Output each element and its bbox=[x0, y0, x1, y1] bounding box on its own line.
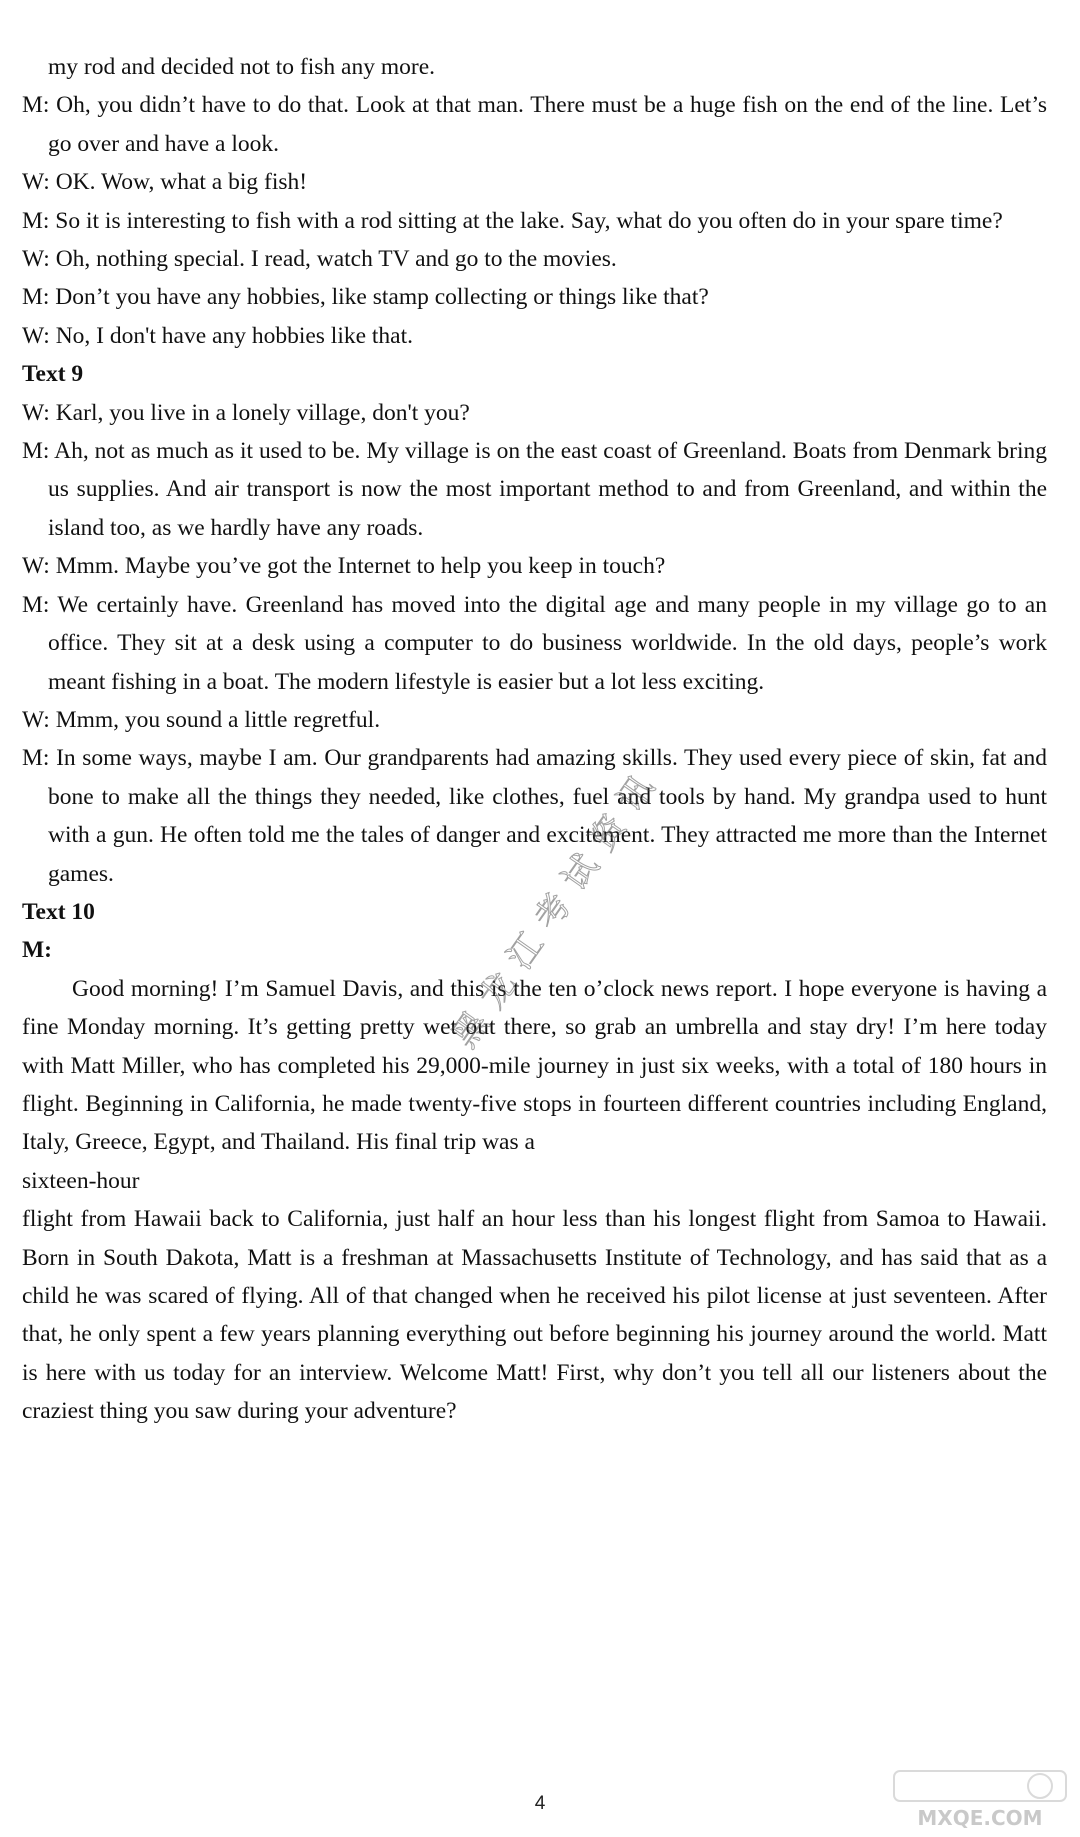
dialogue-line: M: Ah, not as much as it used to be. My village is on the east coast of Greenland. Boats from Denmark bring us supplies. And air transport is now the most important method to and from Greenland, and within the island too, as we hardly have any roads. bbox=[22, 438, 1047, 541]
dialogue-line: M: So it is interesting to fish with a rod sitting at the lake. Say, what do you often do in your spare time? bbox=[22, 207, 1003, 234]
dialogue-line: W: Oh, nothing special. I read, watch TV and go to the movies. bbox=[22, 246, 617, 273]
dialogue-line: M: Don’t you have any hobbies, like stamp collecting or things like that? bbox=[22, 284, 709, 311]
paragraph: flight from Hawaii back to California, just half an hour less than his longest flight from Samoa to Hawaii. Born in South Dakota, Matt is a freshman at Massachusetts Institute of Technology, and has said that as a child he was scared of flying. All of that changed when he received his pilot license at just seventeen. After that, he only spent a few years planning everything out before beginning his journey around the world. Matt is here with us today for an interview. Welcome Matt! First, why don’t you tell all our listeners about the craziest thing you saw during your adventure? bbox=[22, 1206, 1047, 1425]
section-heading: Text 10 bbox=[22, 898, 95, 925]
speaker-label: M: bbox=[22, 937, 53, 964]
dialogue-line: W: OK. Wow, what a big fish! bbox=[22, 169, 308, 196]
paragraph-fragment: sixteen-hour bbox=[22, 1167, 140, 1194]
document-body bbox=[22, 48, 1047, 1431]
dialogue-line: W: No, I don't have any hobbies like that. bbox=[22, 322, 414, 349]
section-heading: Text 9 bbox=[22, 361, 84, 388]
page-number: 4 bbox=[534, 1793, 546, 1814]
text-line: my rod and decided not to fish any more. bbox=[48, 54, 436, 80]
watermark-text: 黑龙江考试资讯 bbox=[444, 756, 671, 1056]
dialogue-line: W: Mmm. Maybe you’ve got the Internet to help you keep in touch? bbox=[22, 553, 666, 580]
dialogue-line: M: We certainly have. Greenland has moved into the digital age and many people in my village go to an office. They sit at a desk using a computer to do business worldwide. In the old days, people’s work meant fishing in a boat. The modern lifestyle is easier but a lot less exciting. bbox=[22, 591, 1047, 695]
dialogue-line: M: Oh, you didn’t have to do that. Look at that man. There must be a huge fish on the end of the line. Let’s go over and have a look. bbox=[22, 92, 1047, 157]
logo-text: MXQE.COM bbox=[917, 1806, 1043, 1830]
dialogue-line: W: Mmm, you sound a little regretful. bbox=[22, 706, 381, 733]
paragraph: Good morning! I’m Samuel Davis, and this is the ten o’clock news report. I hope everyone is having a fine Monday morning. It’s getting pretty wet out there, so grab an umbrella and stay dry! I’m here today with Matt Miller, who has completed his 29,000-mile journey in just six weeks, with a total of 180 hours in flight. Beginning in California, he made twenty-five stops in fourteen different countries including England, Italy, Greece, Egypt, and Thailand. His final trip was a bbox=[22, 975, 1047, 1156]
dialogue-line: M: In some ways, maybe I am. Our grandparents had amazing skills. They used every piece of skin, fat and bone to make all the things they needed, like clothes, fuel and tools by hand. My grandpa used to hunt with a gun. He often told me the tales of danger and excitement. They attracted me more than the Internet games. bbox=[22, 745, 1047, 887]
dialogue-line: W: Karl, you live in a lonely village, don't you? bbox=[22, 399, 470, 426]
